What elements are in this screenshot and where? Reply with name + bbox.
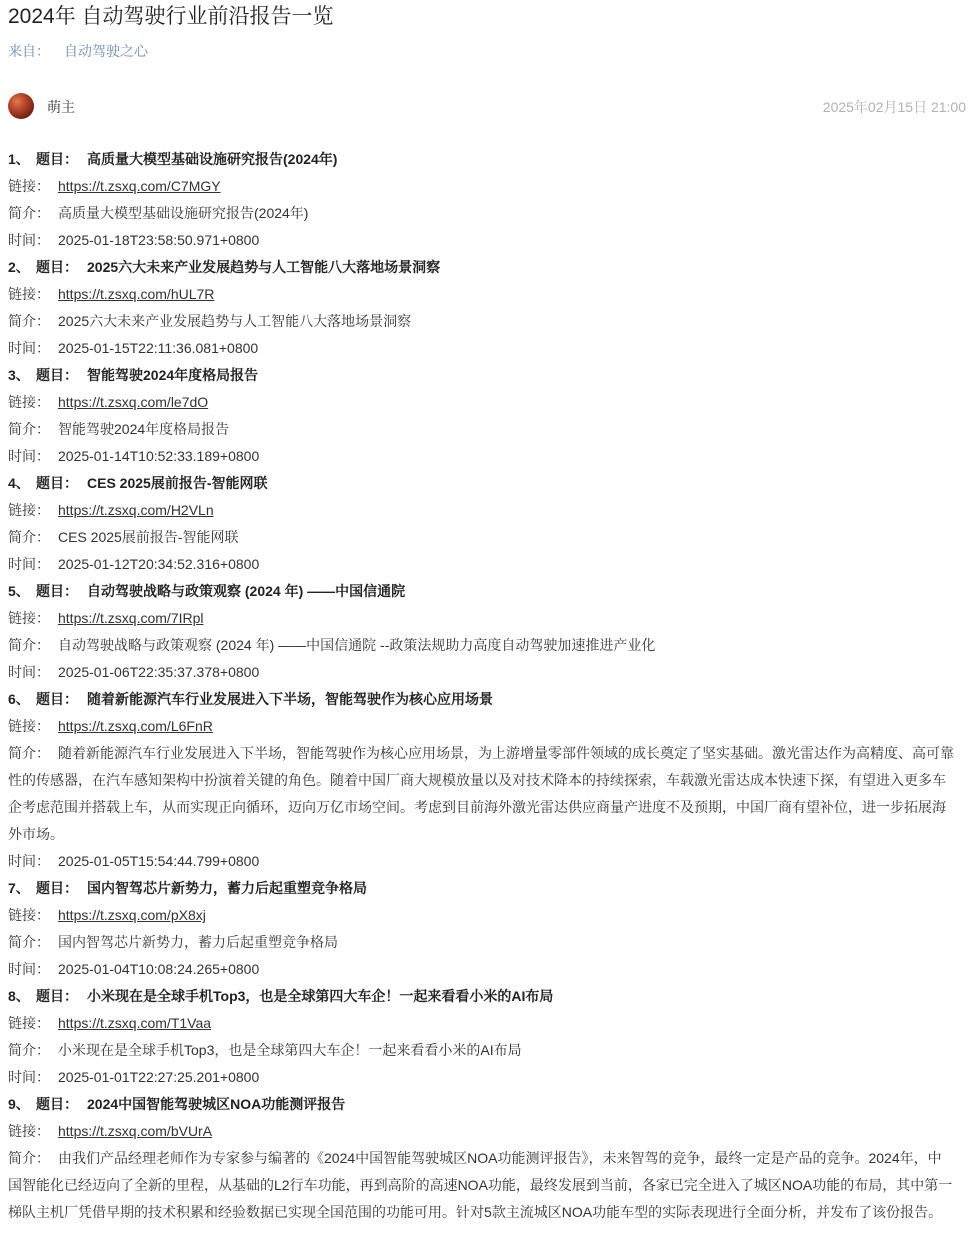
report-desc: 随着新能源汽车行业发展进入下半场，智能驾驶作为核心应用场景，为上游增量零部件领域的成长奠定了坚实基础。激光雷达作为高精度、高可靠性的传感器，在汽车感知架构中扮演着关键的角色。随着中国厂商大规模放量以及对技术降本的持续探索，车载激光雷达成本快速下探，有望进入更多车企考虑范围并搭载上车，从而实现正向循环，迈向万亿市场空间。考虑到目前海外激光雷达供应商量产进度不及预期，中国厂商有望补位，进一步拓展海外市场。 xyxy=(8,745,954,842)
report-desc-row xyxy=(8,416,954,443)
report-list xyxy=(8,146,954,1226)
report-link-row xyxy=(8,713,954,740)
report-heading xyxy=(8,254,954,281)
title-label: 题目： xyxy=(36,367,78,383)
report-time: 2025-01-18T23:58:50.971+0800 xyxy=(58,232,260,248)
report-desc-row xyxy=(8,740,954,848)
report-item xyxy=(8,254,954,362)
report-time-row xyxy=(8,659,954,686)
report-item xyxy=(8,146,954,254)
report-desc: 小米现在是全球手机Top3，也是全球第四大车企！一起来看看小米的AI布局 xyxy=(58,1042,522,1058)
report-desc: 2025六大未来产业发展趋势与人工智能八大落地场景洞察 xyxy=(58,313,412,329)
report-time: 2025-01-06T22:35:37.378+0800 xyxy=(58,664,260,680)
desc-label: 简介： xyxy=(8,745,50,761)
report-desc-row xyxy=(8,1037,954,1064)
report-item xyxy=(8,1091,954,1226)
title-label: 题目： xyxy=(36,151,78,167)
report-heading xyxy=(8,578,954,605)
time-label: 时间： xyxy=(8,664,50,680)
author-row xyxy=(8,92,966,122)
report-link[interactable]: https://t.zsxq.com/7IRpl xyxy=(58,610,204,626)
title-label: 题目： xyxy=(36,259,78,275)
report-time-row xyxy=(8,1064,954,1091)
link-label: 链接： xyxy=(8,178,50,194)
report-title: 随着新能源汽车行业发展进入下半场，智能驾驶作为核心应用场景 xyxy=(87,691,493,707)
source-label: 来自： xyxy=(8,43,50,59)
report-time: 2025-01-01T22:27:25.201+0800 xyxy=(58,1069,260,1085)
report-desc-row xyxy=(8,929,954,956)
report-link-row xyxy=(8,902,954,929)
report-link-row xyxy=(8,1118,954,1145)
desc-label: 简介： xyxy=(8,313,50,329)
title-label: 题目： xyxy=(36,1096,78,1112)
desc-label: 简介： xyxy=(8,637,50,653)
link-label: 链接： xyxy=(8,610,50,626)
report-time-row xyxy=(8,335,954,362)
report-title: 2025六大未来产业发展趋势与人工智能八大落地场景洞察 xyxy=(87,259,441,275)
title-label: 题目： xyxy=(36,475,78,491)
report-desc-row xyxy=(8,1145,954,1226)
report-item xyxy=(8,362,954,470)
time-label: 时间： xyxy=(8,853,50,869)
time-label: 时间： xyxy=(8,1069,50,1085)
desc-label: 简介： xyxy=(8,934,50,950)
report-title: CES 2025展前报告-智能网联 xyxy=(87,475,268,491)
time-label: 时间： xyxy=(8,340,50,356)
report-link-row xyxy=(8,605,954,632)
report-link[interactable]: https://t.zsxq.com/le7dO xyxy=(58,394,209,410)
report-desc-row xyxy=(8,524,954,551)
report-link-row xyxy=(8,1010,954,1037)
report-desc: 自动驾驶战略与政策观察 (2024 年) ——中国信通院 --政策法规助力高度自动驾驶加速推进产业化 xyxy=(58,637,656,653)
report-link[interactable]: https://t.zsxq.com/bVUrA xyxy=(58,1123,213,1139)
report-time: 2025-01-04T10:08:24.265+0800 xyxy=(58,961,260,977)
report-link-row xyxy=(8,173,954,200)
title-label: 题目： xyxy=(36,691,78,707)
report-link[interactable]: https://t.zsxq.com/L6FnR xyxy=(58,718,213,734)
report-time-row xyxy=(8,227,954,254)
link-label: 链接： xyxy=(8,1123,50,1139)
report-number: 8、 xyxy=(8,988,30,1004)
report-number: 4、 xyxy=(8,475,30,491)
link-label: 链接： xyxy=(8,502,50,518)
post-timestamp: 2025年02月15日 21:00 xyxy=(822,99,966,115)
report-time: 2025-01-05T15:54:44.799+0800 xyxy=(58,853,260,869)
link-label: 链接： xyxy=(8,394,50,410)
link-label: 链接： xyxy=(8,1015,50,1031)
report-time: 2025-01-14T10:52:33.189+0800 xyxy=(58,448,260,464)
report-number: 5、 xyxy=(8,583,30,599)
time-label: 时间： xyxy=(8,556,50,572)
report-time: 2025-01-12T20:34:52.316+0800 xyxy=(58,556,260,572)
desc-label: 简介： xyxy=(8,1042,50,1058)
link-label: 链接： xyxy=(8,286,50,302)
report-link-row xyxy=(8,497,954,524)
desc-label: 简介： xyxy=(8,1150,50,1166)
time-label: 时间： xyxy=(8,232,50,248)
title-label: 题目： xyxy=(36,988,78,1004)
report-link-row xyxy=(8,389,954,416)
avatar[interactable] xyxy=(8,93,34,119)
source-line xyxy=(8,41,148,61)
report-link[interactable]: https://t.zsxq.com/T1Vaa xyxy=(58,1015,212,1031)
report-heading xyxy=(8,362,954,389)
report-time-row xyxy=(8,848,954,875)
report-heading xyxy=(8,470,954,497)
report-heading xyxy=(8,983,954,1010)
report-desc: CES 2025展前报告-智能网联 xyxy=(58,529,239,545)
report-title: 智能驾驶2024年度格局报告 xyxy=(87,367,259,383)
report-link[interactable]: https://t.zsxq.com/C7MGY xyxy=(58,178,221,194)
report-desc-row xyxy=(8,632,954,659)
report-title: 2024中国智能驾驶城区NOA功能测评报告 xyxy=(87,1096,346,1112)
title-label: 题目： xyxy=(36,583,78,599)
report-number: 7、 xyxy=(8,880,30,896)
report-title: 自动驾驶战略与政策观察 (2024 年) ——中国信通院 xyxy=(87,583,406,599)
report-number: 9、 xyxy=(8,1096,30,1112)
report-item xyxy=(8,578,954,686)
report-link[interactable]: https://t.zsxq.com/pX8xj xyxy=(58,907,206,923)
report-item xyxy=(8,875,954,983)
report-desc: 智能驾驶2024年度格局报告 xyxy=(58,421,230,437)
report-title: 高质量大模型基础设施研究报告(2024年) xyxy=(87,151,338,167)
desc-label: 简介： xyxy=(8,529,50,545)
source-name-link[interactable]: 自动驾驶之心 xyxy=(64,43,148,59)
report-heading xyxy=(8,1091,954,1118)
report-heading xyxy=(8,875,954,902)
report-item xyxy=(8,470,954,578)
report-title: 国内智驾芯片新势力，蓄力后起重塑竞争格局 xyxy=(87,880,367,896)
report-desc-row xyxy=(8,308,954,335)
report-desc: 高质量大模型基础设施研究报告(2024年) xyxy=(58,205,309,221)
title-label: 题目： xyxy=(36,880,78,896)
link-label: 链接： xyxy=(8,907,50,923)
report-time-row xyxy=(8,956,954,983)
report-heading xyxy=(8,686,954,713)
report-number: 3、 xyxy=(8,367,30,383)
report-number: 1、 xyxy=(8,151,30,167)
report-number: 2、 xyxy=(8,259,30,275)
time-label: 时间： xyxy=(8,961,50,977)
report-item xyxy=(8,983,954,1091)
report-desc-row xyxy=(8,200,954,227)
desc-label: 简介： xyxy=(8,421,50,437)
report-heading xyxy=(8,146,954,173)
report-time-row xyxy=(8,443,954,470)
report-desc: 国内智驾芯片新势力，蓄力后起重塑竞争格局 xyxy=(58,934,338,950)
time-label: 时间： xyxy=(8,448,50,464)
link-label: 链接： xyxy=(8,718,50,734)
page-title: 2024年 自动驾驶行业前沿报告一览 xyxy=(8,5,334,28)
report-desc: 由我们产品经理老师作为专家参与编著的《2024中国智能驾驶城区NOA功能测评报告》，未来智驾的竞争，最终一定是产品的竞争。2024年，中国智能化已经迈向了全新的里程，从基础的L2行车功能，再到高阶的高速NOA功能，最终发展到当前，各家已完全进入了城区NOA功能的布局，其中第一梯队主机厂凭借早期的技术积累和经验数据已实现全国范围的功能可用。针对5款主流城区NOA功能车型的实际表现进行全面分析，并发布了该份报告。 xyxy=(8,1150,953,1220)
report-time-row xyxy=(8,551,954,578)
report-item xyxy=(8,686,954,875)
report-time: 2025-01-15T22:11:36.081+0800 xyxy=(58,340,259,356)
report-number: 6、 xyxy=(8,691,30,707)
report-link[interactable]: https://t.zsxq.com/hUL7R xyxy=(58,286,215,302)
report-title: 小米现在是全球手机Top3，也是全球第四大车企！一起来看看小米的AI布局 xyxy=(87,988,554,1004)
author-name[interactable]: 萌主 xyxy=(47,99,75,115)
report-link-row xyxy=(8,281,954,308)
desc-label: 简介： xyxy=(8,205,50,221)
report-link[interactable]: https://t.zsxq.com/H2VLn xyxy=(58,502,214,518)
